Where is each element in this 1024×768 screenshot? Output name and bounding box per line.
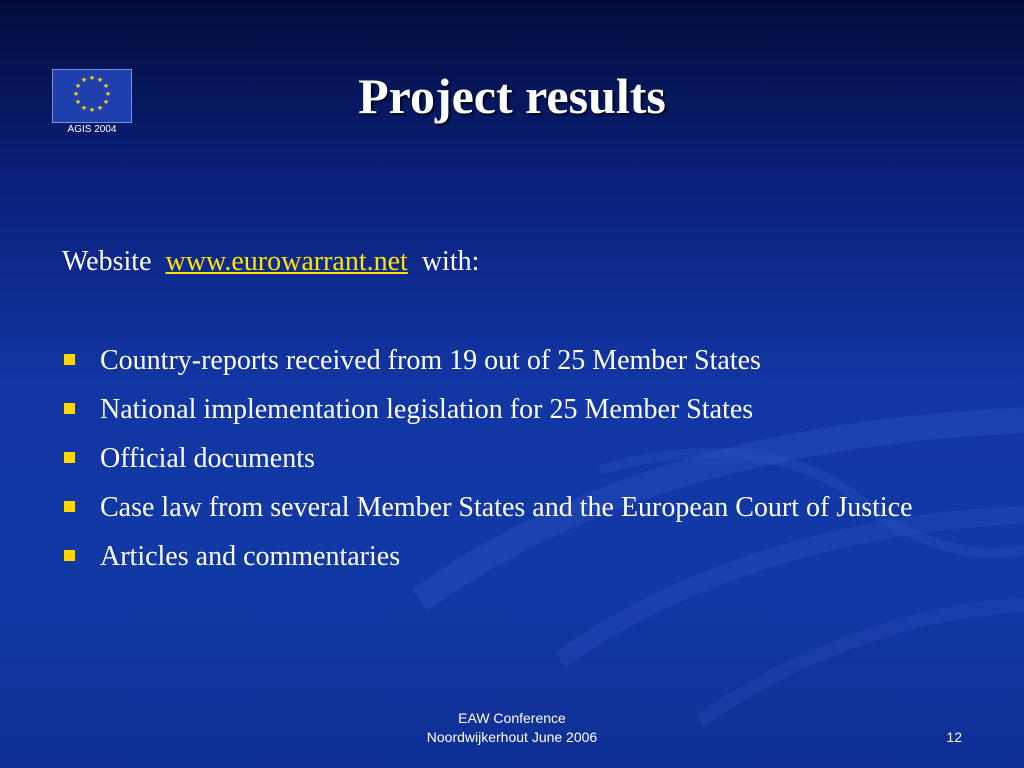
website-suffix: with: [407, 246, 480, 277]
square-bullet-icon [64, 403, 75, 414]
svg-text:★: ★ [96, 76, 104, 84]
bullet-text: Case law from several Member States and the European Court of Justice [100, 492, 913, 523]
footer-text [362, 709, 662, 747]
square-bullet-icon [64, 452, 75, 463]
square-bullet-icon [64, 501, 75, 512]
svg-text:★: ★ [80, 76, 88, 84]
page-number: 12 [946, 729, 962, 745]
list-item [62, 489, 942, 526]
svg-text:★: ★ [80, 104, 88, 112]
svg-text:★: ★ [102, 98, 110, 106]
footer-line-location: Noordwijkerhout June 2006 [426, 729, 598, 745]
svg-text:★: ★ [74, 98, 82, 106]
svg-text:★: ★ [88, 74, 96, 82]
list-item [62, 391, 942, 428]
square-bullet-icon [64, 354, 75, 365]
svg-text:★: ★ [102, 82, 110, 90]
slide-title: Project results [358, 68, 666, 124]
bullet-text: Articles and commentaries [100, 541, 401, 572]
list-item [62, 342, 942, 379]
list-item [62, 440, 942, 477]
bullet-text: Official documents [100, 443, 315, 474]
website-link[interactable]: www.eurowarrant.net [165, 246, 408, 277]
bullet-list [62, 342, 942, 587]
footer-line-conference: EAW Conference [458, 710, 566, 726]
svg-text:★: ★ [104, 90, 112, 98]
logo-caption: AGIS 2004 [67, 124, 117, 135]
list-item [62, 538, 942, 575]
square-bullet-icon [64, 550, 75, 561]
website-prefix: Website [62, 246, 166, 277]
svg-text:★: ★ [74, 82, 82, 90]
svg-text:★: ★ [96, 104, 104, 112]
bullet-text: National implementation legislation for 25 Member States [100, 394, 754, 425]
svg-text:★: ★ [72, 90, 80, 98]
svg-text:★: ★ [88, 106, 96, 114]
website-line [62, 245, 479, 279]
bullet-text: Country-reports received from 19 out of 25 Member States [100, 345, 761, 376]
